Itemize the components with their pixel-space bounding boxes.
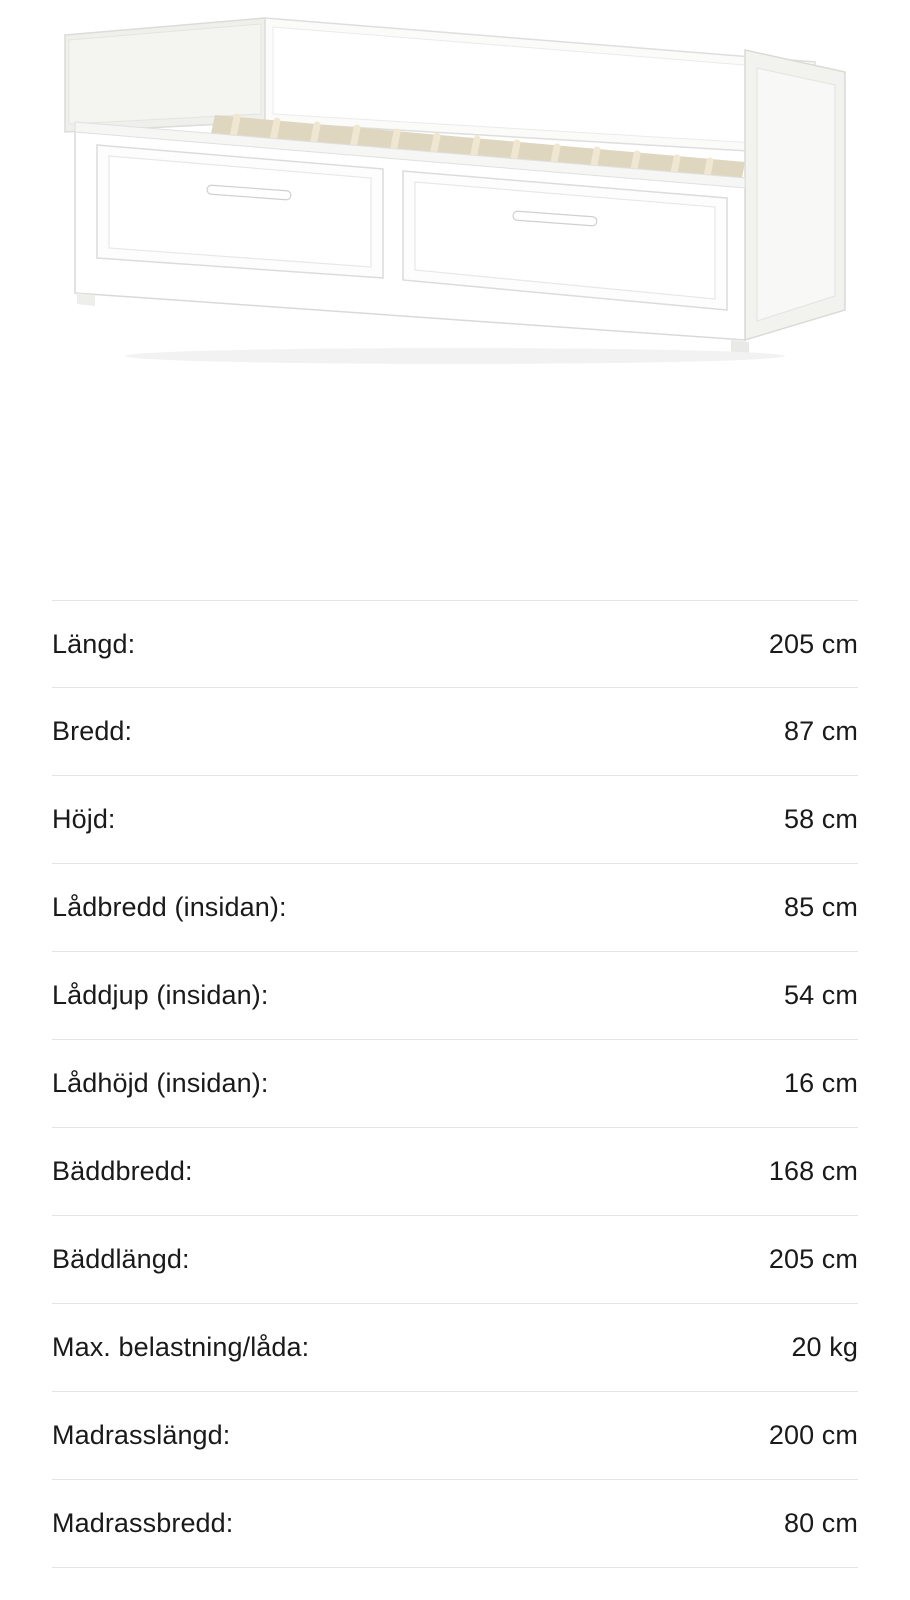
table-row xyxy=(52,600,858,688)
table-row xyxy=(52,952,858,1040)
table-row xyxy=(52,1128,858,1216)
spec-value: 54 cm xyxy=(783,980,858,1010)
table-row xyxy=(52,1480,858,1568)
spec-label: Bäddlängd: xyxy=(52,1244,190,1274)
table-row xyxy=(52,1216,858,1304)
table-row xyxy=(52,1304,858,1392)
bed-illustration[interactable] xyxy=(55,10,855,370)
table-row xyxy=(52,1392,858,1480)
spec-label: Lådhöjd (insidan): xyxy=(52,1068,269,1098)
spec-value: 87 cm xyxy=(783,716,858,746)
table-row xyxy=(52,776,858,864)
spec-label: Madrasslängd: xyxy=(52,1420,231,1450)
spec-value: 80 cm xyxy=(783,1508,858,1538)
product-image-area xyxy=(0,0,910,600)
spec-label: Bredd: xyxy=(52,716,133,746)
spec-label: Max. belastning/låda: xyxy=(52,1332,310,1362)
table-row xyxy=(52,1040,858,1128)
spec-label: Lådbredd (insidan): xyxy=(52,892,287,922)
spec-value: 205 cm xyxy=(768,1244,858,1274)
spec-label: Bäddbredd: xyxy=(52,1156,193,1186)
spec-value: 58 cm xyxy=(783,804,858,834)
spec-value: 20 kg xyxy=(791,1332,858,1362)
spec-value: 85 cm xyxy=(783,892,858,922)
spec-label: Höjd: xyxy=(52,804,116,834)
spec-label: Låddjup (insidan): xyxy=(52,980,269,1010)
table-row xyxy=(52,688,858,776)
spec-label: Längd: xyxy=(52,628,136,659)
bed-svg xyxy=(55,10,855,370)
table-row xyxy=(52,864,858,952)
spec-value: 205 cm xyxy=(768,628,858,659)
spec-label: Madrassbredd: xyxy=(52,1508,234,1538)
spec-value: 168 cm xyxy=(768,1156,858,1186)
spec-value: 200 cm xyxy=(768,1420,858,1450)
specifications-table xyxy=(0,600,910,1568)
spec-value: 16 cm xyxy=(783,1068,858,1098)
